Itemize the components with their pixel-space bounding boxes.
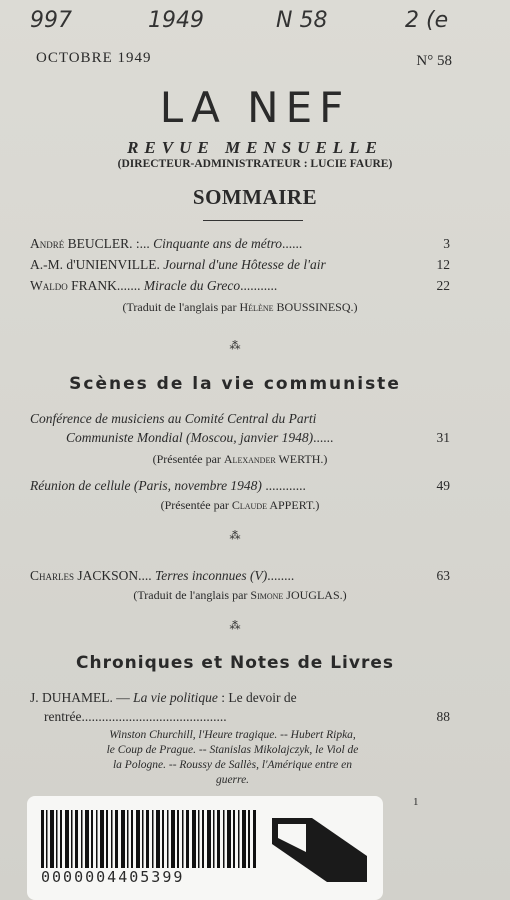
translator-first: Hélène <box>239 300 274 314</box>
toc-entry-line <box>30 430 450 446</box>
title-rule <box>203 220 303 221</box>
page-ref: 12 <box>436 257 450 272</box>
reviewed-books-line: la Pologne. -- Roussy de Sallès, l'Amérique entre en <box>112 759 352 771</box>
page-ref: 31 <box>436 430 450 445</box>
toc-entry-line <box>30 690 450 706</box>
author-first: André <box>30 236 65 251</box>
toc-entry-line: Conférence de musiciens au Comité Central du Parti <box>30 411 317 426</box>
section-heading: Chroniques et Notes de Livres <box>76 653 394 673</box>
author-name: J. DUHAMEL. — <box>30 690 130 705</box>
leader-dots: .... <box>138 568 152 583</box>
issue-number: N° 58 <box>416 53 452 69</box>
barcode-number: 0000004405399 <box>41 868 185 886</box>
section-ornament: ⁂ <box>229 530 241 542</box>
toc-entry <box>30 568 450 584</box>
presenter-note <box>30 498 450 513</box>
toc-entry-line <box>30 709 450 725</box>
presenter-last: APPERT.) <box>269 498 320 512</box>
leader-dots: .......................................... <box>84 709 227 724</box>
author-first: Waldo <box>30 278 68 293</box>
translator-last: BOUSSINESQ.) <box>276 300 358 314</box>
page-ref: 3 <box>443 236 450 251</box>
reviewed-books-line: le Coup de Prague. -- Stanislas Mikolajczyk, le Viol de <box>106 744 359 756</box>
journal-subtitle: REVUE MENSUELLE <box>127 138 383 157</box>
toc-entry <box>30 257 450 273</box>
director-line: (DIRECTEUR-ADMINISTRATEUR : LUCIE FAURE) <box>117 158 393 170</box>
author-first: Charles <box>30 568 75 583</box>
toc-entry <box>30 478 450 494</box>
note-text: (Traduit de l'anglais par <box>122 300 240 314</box>
page-ref: 63 <box>436 568 450 583</box>
barcode-sticker <box>27 796 383 900</box>
issue-date: OCTOBRE 1949 <box>36 50 152 66</box>
journal-title: LA NEF <box>159 83 351 132</box>
leader-dots: . <box>156 257 160 272</box>
translator-note <box>30 588 450 603</box>
author-first: A.-M. d' <box>30 257 76 272</box>
section-ornament: ⁂ <box>229 620 241 632</box>
presenter-note <box>30 452 450 467</box>
handwritten-note-4: 2 (e <box>405 8 449 33</box>
handwritten-note-2: 1949 <box>148 8 204 33</box>
work-subtitle: : Le devoir de <box>221 690 297 705</box>
note-text: (Présentée par <box>160 498 232 512</box>
leader-dots: ...... <box>313 430 334 445</box>
note-text: (Présentée par <box>152 452 224 466</box>
work-title: Miracle du Greco <box>143 278 241 293</box>
translator-last: JOUGLAS.) <box>286 588 347 602</box>
toc-entry <box>30 236 450 252</box>
author-last: FRANK <box>71 278 117 293</box>
leader-dots: ....... <box>116 278 141 293</box>
reviewed-books-line: Winston Churchill, l'Heure tragique. -- Hubert Ripka, <box>109 729 356 741</box>
note-text: (Traduit de l'anglais par <box>133 588 251 602</box>
section-ornament: ⁂ <box>229 340 241 352</box>
author-last: UNIENVILLE <box>75 257 157 272</box>
section-title: SOMMAIRE <box>192 185 318 209</box>
presenter-first: Claude <box>231 498 267 512</box>
work-title: Cinquante ans de métro <box>153 236 283 251</box>
leader-dots: ............ <box>265 478 306 493</box>
work-title: Terres inconnues (V) <box>155 568 268 583</box>
leader-dots: ........... <box>240 278 278 293</box>
work-title: Journal d'une Hôtesse de l'air <box>163 257 326 272</box>
barcode-icon <box>41 810 256 868</box>
author-last: BEUCLER <box>67 236 130 251</box>
library-logo-icon <box>272 816 367 886</box>
work-title: La vie politique <box>133 690 218 705</box>
page-ref: 88 <box>436 709 450 724</box>
work-title: Réunion de cellule (Paris, novembre 1948) <box>30 478 262 493</box>
presenter-last: WERTH.) <box>278 452 328 466</box>
section-heading: Scènes de la vie communiste <box>69 374 401 394</box>
presenter-first: Alexander <box>223 452 276 466</box>
handwritten-note-3: N 58 <box>276 8 328 33</box>
toc-entry <box>30 278 450 294</box>
handwritten-note-1: 997 <box>30 8 72 33</box>
reviewed-books-line: guerre. <box>215 774 250 786</box>
leader-dots: . :... <box>129 236 150 251</box>
leader-dots: ........ <box>267 568 295 583</box>
translator-first: Simone <box>250 588 284 602</box>
work-subtitle: rentrée. <box>44 709 85 724</box>
page-ref: 22 <box>436 278 450 293</box>
page-ref: 49 <box>436 478 450 493</box>
page-number: 1 <box>413 796 419 808</box>
leader-dots: ...... <box>282 236 303 251</box>
author-last: JACKSON <box>77 568 139 583</box>
translator-note <box>30 300 450 315</box>
work-title: Communiste Mondial (Moscou, janvier 1948) <box>66 430 314 445</box>
